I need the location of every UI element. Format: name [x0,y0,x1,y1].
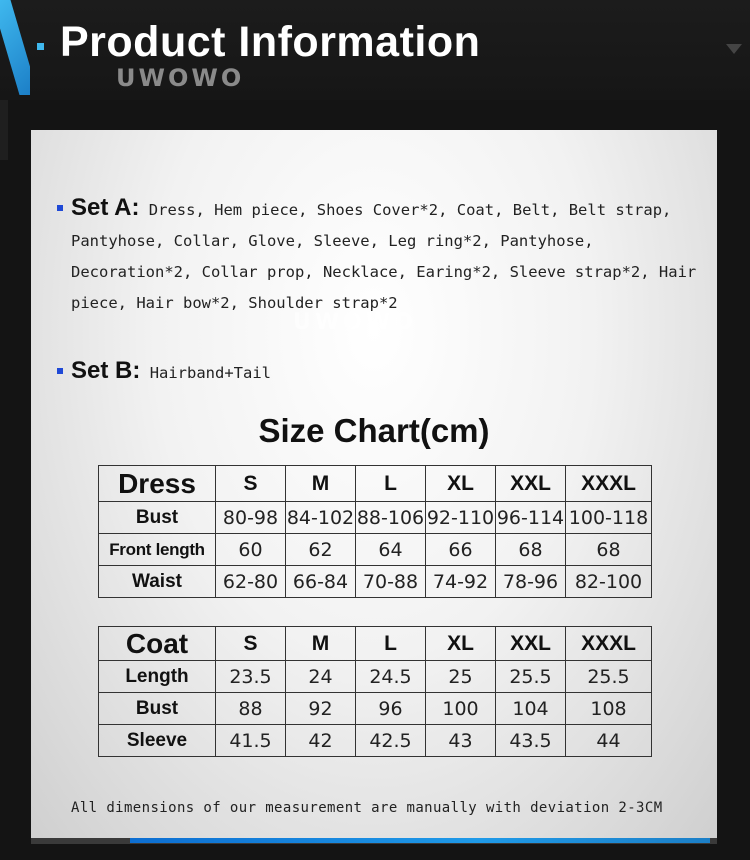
header-bullet [37,43,44,50]
table-cell: 88-106 [356,502,426,534]
table-cell: 96-114 [496,502,566,534]
table-cell: 41.5 [216,725,286,757]
table-cell: 62 [286,534,356,566]
set-b-label: Set B: [71,357,141,384]
table-title: Dress [99,466,216,502]
table-cell: 66-84 [286,566,356,598]
bullet-square-icon [57,368,63,374]
row-label: Bust [99,693,216,725]
size-header: L [356,627,426,661]
table-cell: 42 [286,725,356,757]
size-header: XXXL [566,466,652,502]
table-row [99,693,652,725]
table-cell: 80-98 [216,502,286,534]
page-title: Product Information [60,18,481,66]
size-header: XL [426,627,496,661]
table-cell: 23.5 [216,661,286,693]
table-cell: 25.5 [566,661,652,693]
size-header: S [216,627,286,661]
set-b-section [71,355,271,389]
bottom-accent-bar [130,838,710,843]
brand-watermark: UWOWO [293,310,417,335]
table-cell: 60 [216,534,286,566]
triangle-down-icon [726,44,742,54]
table-cell: 68 [566,534,652,566]
table-cell: 42.5 [356,725,426,757]
table-cell: 92-110 [426,502,496,534]
table-cell: 62-80 [216,566,286,598]
table-cell: 64 [356,534,426,566]
table-cell: 92 [286,693,356,725]
table-cell: 100 [426,693,496,725]
size-header: XXL [496,627,566,661]
table-cell: 70-88 [356,566,426,598]
size-header: M [286,627,356,661]
row-label: Length [99,661,216,693]
row-label: Bust [99,502,216,534]
table-cell: 84-102 [286,502,356,534]
measurement-note: All dimensions of our measurement are manually with deviation 2-3CM [71,800,663,816]
dress-size-table [98,465,652,598]
row-label: Sleeve [99,725,216,757]
table-row [99,566,652,598]
table-cell: 66 [426,534,496,566]
table-cell: 43 [426,725,496,757]
size-header: L [356,466,426,502]
size-header: XXXL [566,627,652,661]
header-accent-stripe [0,0,30,95]
table-cell: 82-100 [566,566,652,598]
size-header: XXL [496,466,566,502]
table-row [99,725,652,757]
side-decoration [0,100,8,160]
table-title: Coat [99,627,216,661]
product-card [31,130,717,842]
table-cell: 96 [356,693,426,725]
table-row [99,661,652,693]
set-a-items: Dress, Hem piece, Shoes Cover*2, Coat, Belt, Belt strap, Pantyhose, Collar, Glove, Sleeve, Leg ring*2, Pantyhose, Decoration*2, Collar prop, Necklace, Earing*2, Sleeve strap*2, Hair piece, Hair bow*2, Shoulder strap*2 [71,201,697,312]
table-cell: 88 [216,693,286,725]
table-row [99,502,652,534]
set-b-items: Hairband+Tail [149,364,272,382]
table-cell: 25 [426,661,496,693]
table-cell: 43.5 [496,725,566,757]
table-cell: 100-118 [566,502,652,534]
size-header: M [286,466,356,502]
table-cell: 74-92 [426,566,496,598]
size-header: S [216,466,286,502]
page-header [0,0,750,100]
coat-size-table [98,626,652,757]
row-label: Front length [99,534,216,566]
table-cell: 104 [496,693,566,725]
table-cell: 24 [286,661,356,693]
table-cell: 44 [566,725,652,757]
size-chart-title: Size Chart(cm) [258,412,490,449]
table-cell: 108 [566,693,652,725]
size-header: XL [426,466,496,502]
bullet-square-icon [57,205,63,211]
set-a-label: Set A: [71,194,140,221]
table-cell: 24.5 [356,661,426,693]
row-label: Waist [99,566,216,598]
table-cell: 25.5 [496,661,566,693]
set-a-section [71,192,711,319]
table-cell: 68 [496,534,566,566]
table-row [99,534,652,566]
table-cell: 78-96 [496,566,566,598]
brand-logo: UWOWO [116,64,245,92]
